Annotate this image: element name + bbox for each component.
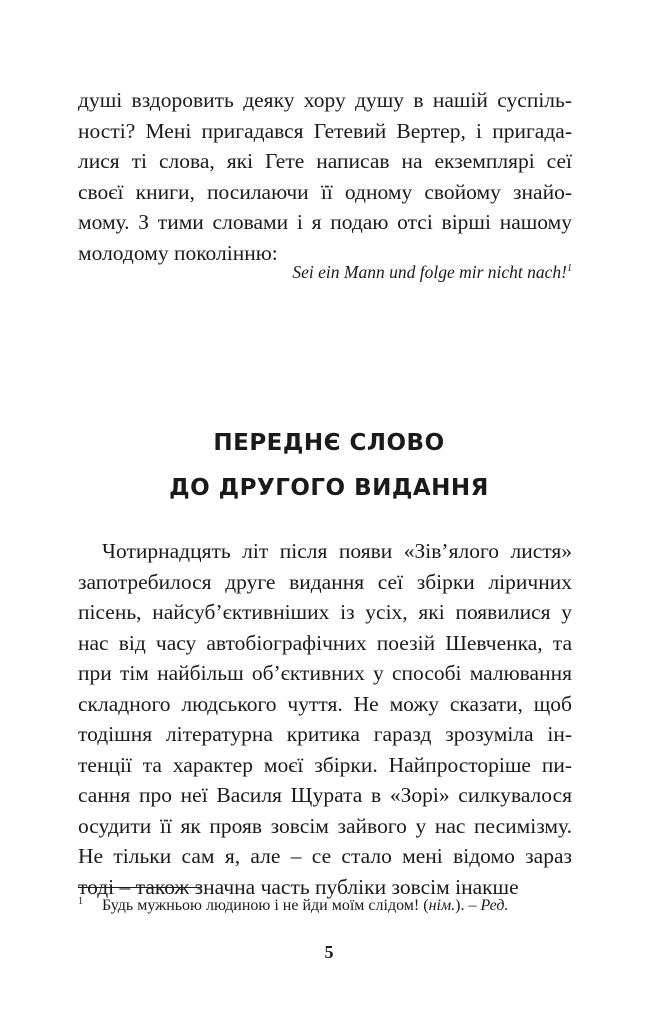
text-line: сання про неї Василя Щурата в «Зорі» силкувалося <box>78 783 572 807</box>
epigraph-text: Sei ein Mann und folge mir nicht nach! <box>292 262 567 282</box>
main-paragraph <box>78 536 572 902</box>
text-line: душі вздоровить деяку хору душу в нашій суспіль- <box>78 88 572 112</box>
text-line: осудити її як прояв зовсім зайвого у нас песимізму. <box>78 813 572 838</box>
text-line: нас від часу автобіографічних поезій Шевченка, та <box>78 630 572 655</box>
text-line: пісень, найсуб’єктивніших із усіх, які появилися у <box>78 600 572 624</box>
text-line: складного людського чуття. Не можу сказати, щоб <box>78 691 572 716</box>
footnote-text: Будь мужньою людиною і не йди моїм слідом! ( <box>102 897 429 914</box>
text-line: при тім найбільш об’єктивних у способі малювання <box>78 661 572 685</box>
text-line: Не тільки сам я, але – се стало мені відомо зараз <box>78 844 572 868</box>
epigraph <box>292 260 572 284</box>
text-line: молодому поколінню: <box>78 240 278 265</box>
footnote-text-after: ). – <box>455 897 481 914</box>
footnote-abbr: нім. <box>428 897 456 914</box>
text-line: ності? Мені пригадався Гетевий Вертер, і пригада- <box>78 118 572 143</box>
text-line: тенції та характер моєї збірки. Найпросторіше пи- <box>78 752 572 777</box>
section-heading-line-1: ПЕРЕДНЄ СЛОВО <box>213 430 445 456</box>
section-heading-line-2: ДО ДРУГОГО ВИДАННЯ <box>169 475 489 501</box>
text-line: Чотирнадцять літ після появи «Зів’ялого листя» <box>102 539 572 563</box>
footnote-editor: Ред. <box>480 897 509 914</box>
page-number: 5 <box>324 942 334 962</box>
footnote: 1 Будь мужньою людиною і не йди моїм слідом! (нім.). – Ред. <box>78 895 509 914</box>
text-line: тодішня літературна критика гаразд зрозуміла ін- <box>78 722 572 746</box>
text-line: лися ті слова, які Гете написав на екземплярі сеї <box>78 149 572 173</box>
text-line: своєї книги, посилаючи її одному свойому знайо- <box>78 179 572 204</box>
text-line: мому. З тими словами і я подаю отсі вірші нашому <box>78 210 572 234</box>
text-line: тоді – також значна часть публіки зовсім інакше <box>78 874 519 899</box>
top-paragraph <box>78 85 572 268</box>
text-line: запотребилося друге видання сеї збірки ліричних <box>78 569 572 594</box>
footnote-divider <box>78 887 200 888</box>
epigraph-footnote-marker: 1 <box>567 263 572 275</box>
